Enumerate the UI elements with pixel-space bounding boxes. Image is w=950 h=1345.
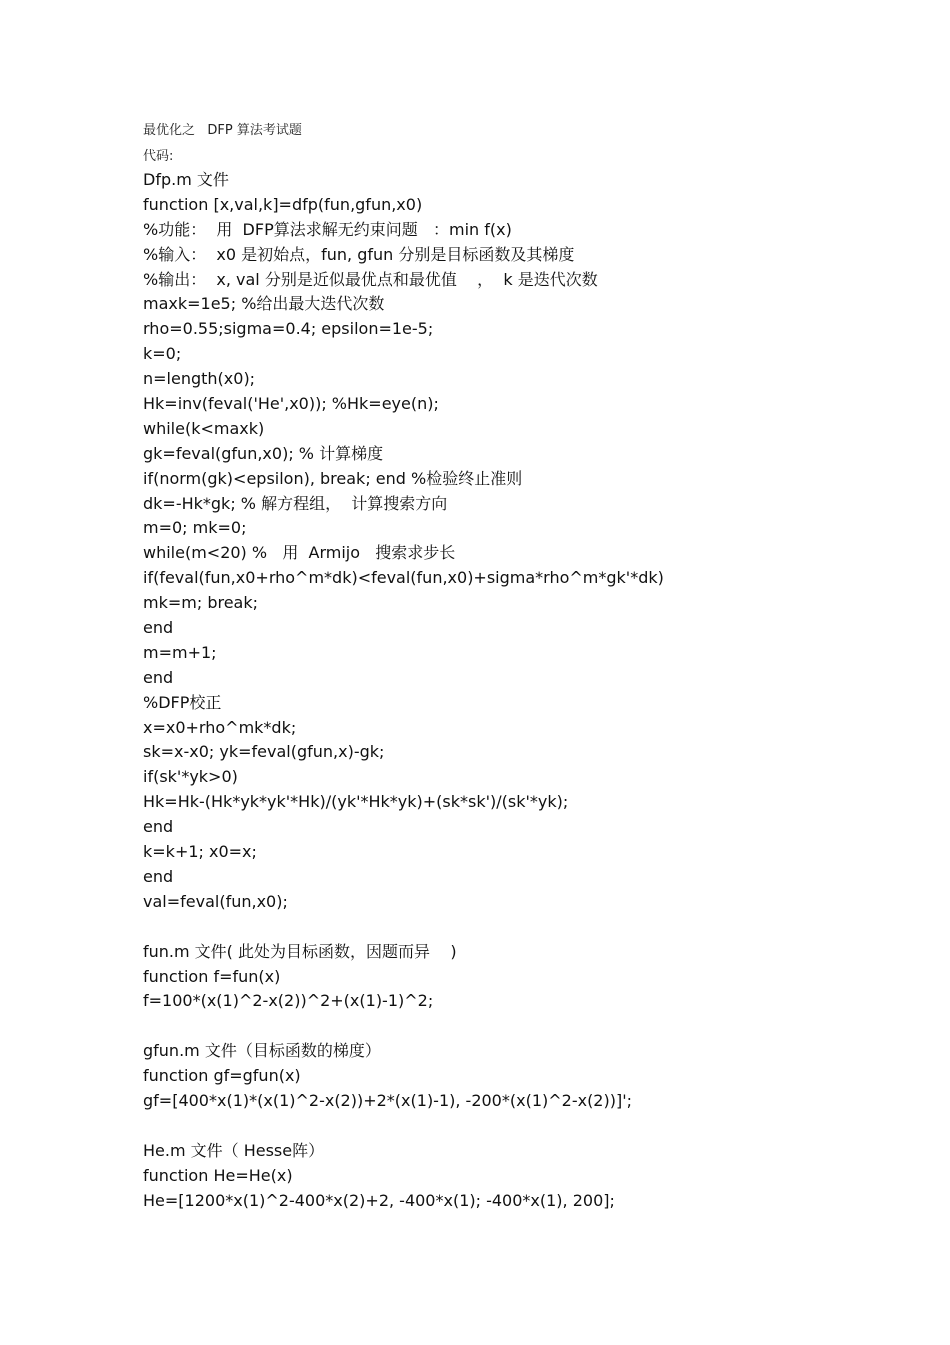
code-line: function He=He(x) [143,1165,293,1185]
code-line: gfun.m 文件（目标函数的梯度） [143,1041,381,1061]
code-line: maxk=1e5; %给出最大迭代次数 [143,294,385,314]
code-line: end [143,618,174,638]
code-line: end [143,817,174,837]
code-line: rho=0.55;sigma=0.4; epsilon=1e-5; [143,319,434,339]
code-label: 代码: [143,149,174,164]
code-line: Hk=inv(feval('He',x0)); %Hk=eye(n); [143,394,439,414]
code-line: k=0; [143,344,182,364]
code-line: x=x0+rho^mk*dk; [143,717,297,737]
document-header [143,118,302,170]
code-line: He.m 文件（ Hesse阵） [143,1140,325,1160]
code-line: gk=feval(gfun,x0); % 计算梯度 [143,443,384,463]
code-line: Dfp.m 文件 [143,170,229,189]
code-line: k=k+1; x0=x; [143,842,257,862]
code-line: end [143,667,174,687]
code-line: Hk=Hk-(Hk*yk*yk'*Hk)/(yk'*Hk*yk)+(sk*sk')/(sk'*yk); [143,792,569,812]
code-line: end [143,866,174,886]
code-line: function f=fun(x) [143,966,281,986]
code-line: function gf=gfun(x) [143,1066,301,1086]
document-title: 最优化之 DFP 算法考试题 [143,123,302,138]
code-line: n=length(x0); [143,369,256,389]
code-line: gf=[400*x(1)*(x(1)^2-x(2))+2*(x(1)-1), -200*(x(1)^2-x(2))]'; [143,1090,632,1110]
code-listing [143,168,664,1213]
code-line: fun.m 文件( 此处为目标函数，因题而异 ) [143,941,457,961]
code-line: %输入： x0 是初始点，fun, gfun 分别是目标函数及其梯度 [143,244,575,264]
code-line: val=feval(fun,x0); [143,891,288,911]
code-line: if(norm(gk)<epsilon), break; end %检验终止准则 [143,468,523,488]
code-line: %功能： 用 DFP算法求解无约束问题 ：min f(x) [143,219,512,239]
blank-line [143,1014,664,1039]
blank-line [143,915,664,940]
code-line: function [x,val,k]=dfp(fun,gfun,x0) [143,194,423,214]
code-line: sk=x-x0; yk=feval(gfun,x)-gk; [143,742,385,762]
code-line: %DFP校正 [143,692,222,712]
code-line: while(k<maxk) [143,418,265,438]
code-line: He=[1200*x(1)^2-400*x(2)+2, -400*x(1); -400*x(1), 200]; [143,1190,615,1210]
blank-line [143,1114,664,1139]
code-line: %输出： x, val 分别是近似最优点和最优值 ， k 是迭代次数 [143,269,598,289]
code-line: mk=m; break; [143,593,259,613]
code-line: while(m<20) % 用 Armijo 搜索求步长 [143,543,456,563]
code-line: dk=-Hk*gk; % 解方程组， 计算搜索方向 [143,493,448,513]
code-line: if(feval(fun,x0+rho^m*dk)<feval(fun,x0)+sigma*rho^m*gk'*dk) [143,568,664,588]
code-line: m=m+1; [143,642,217,662]
code-line: if(sk'*yk>0) [143,767,238,787]
code-line: m=0; mk=0; [143,518,247,538]
code-line: f=100*(x(1)^2-x(2))^2+(x(1)-1)^2; [143,991,434,1011]
